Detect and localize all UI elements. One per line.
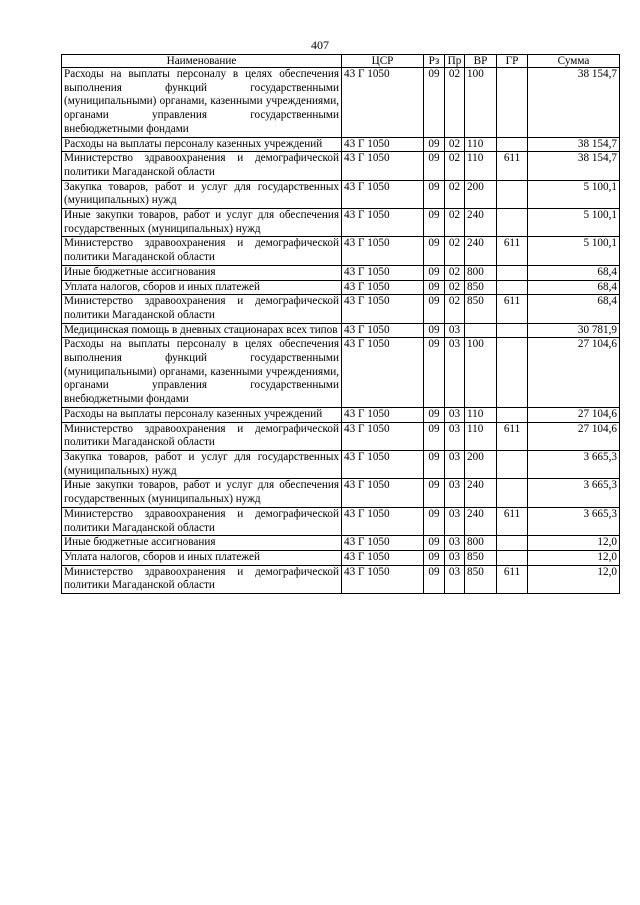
row-sum-cell: 5 100,1 [528,180,620,208]
row-sum-cell: 27 104,6 [528,338,620,408]
row-csr-cell: 43 Г 1050 [342,565,424,593]
row-rz-cell: 09 [424,407,445,422]
row-pr-cell: 02 [445,237,465,265]
row-pr-cell: 03 [445,450,465,478]
row-csr-cell: 43 Г 1050 [342,407,424,422]
row-csr-cell: 43 Г 1050 [342,338,424,408]
row-gr-cell [497,536,528,551]
row-sum-cell: 3 665,3 [528,507,620,535]
table-row [62,180,620,208]
row-rz-cell: 09 [424,180,445,208]
row-name-cell: Медицинская помощь в дневных стационарах всех типов [62,323,342,338]
header-name: Наименование [62,55,342,68]
row-csr-cell: 43 Г 1050 [342,323,424,338]
row-gr-cell: 611 [497,422,528,450]
row-pr-cell: 03 [445,338,465,408]
row-gr-cell [497,407,528,422]
row-vr-cell: 240 [465,507,497,535]
row-rz-cell: 09 [424,507,445,535]
row-name-cell: Иные закупки товаров, работ и услуг для обеспечения государственных (муниципальных) нужд [62,209,342,237]
row-csr-cell: 43 Г 1050 [342,507,424,535]
row-sum-cell: 5 100,1 [528,209,620,237]
row-gr-cell: 611 [497,295,528,323]
row-rz-cell: 09 [424,338,445,408]
table-row [62,68,620,138]
row-sum-cell: 30 781,9 [528,323,620,338]
row-name-cell: Расходы на выплаты персоналу в целях обеспечения выполнения функций государственными (муниципальными) органами, казенными учреждениями, органами управления государственными внебюджетными фондами [62,338,342,408]
row-rz-cell: 09 [424,137,445,152]
row-name-cell: Министерство здравоохранения и демографической политики Магаданской области [62,422,342,450]
row-pr-cell: 03 [445,565,465,593]
row-gr-cell [497,479,528,507]
row-rz-cell: 09 [424,237,445,265]
row-pr-cell: 02 [445,68,465,138]
row-pr-cell: 02 [445,265,465,280]
row-gr-cell [497,338,528,408]
table-row [62,338,620,408]
row-csr-cell: 43 Г 1050 [342,265,424,280]
row-gr-cell [497,180,528,208]
row-rz-cell: 09 [424,68,445,138]
row-sum-cell: 3 665,3 [528,479,620,507]
row-vr-cell: 800 [465,265,497,280]
row-vr-cell: 850 [465,295,497,323]
budget-table [61,54,620,594]
row-rz-cell: 09 [424,152,445,180]
table-row [62,280,620,295]
row-gr-cell [497,68,528,138]
table-row [62,137,620,152]
table-row [62,565,620,593]
row-csr-cell: 43 Г 1050 [342,68,424,138]
row-name-cell: Министерство здравоохранения и демографической политики Магаданской области [62,295,342,323]
row-csr-cell: 43 Г 1050 [342,550,424,565]
row-rz-cell: 09 [424,209,445,237]
row-csr-cell: 43 Г 1050 [342,237,424,265]
row-name-cell: Закупка товаров, работ и услуг для государственных (муниципальных) нужд [62,450,342,478]
row-pr-cell: 03 [445,550,465,565]
row-csr-cell: 43 Г 1050 [342,295,424,323]
row-csr-cell: 43 Г 1050 [342,280,424,295]
header-gr: ГР [497,55,528,68]
row-name-cell: Министерство здравоохранения и демографической политики Магаданской области [62,507,342,535]
row-csr-cell: 43 Г 1050 [342,479,424,507]
row-csr-cell: 43 Г 1050 [342,152,424,180]
header-pr: Пр [445,55,465,68]
row-csr-cell: 43 Г 1050 [342,180,424,208]
row-vr-cell: 850 [465,550,497,565]
table-row [62,479,620,507]
table-row [62,550,620,565]
row-sum-cell: 27 104,6 [528,422,620,450]
row-vr-cell: 200 [465,450,497,478]
row-csr-cell: 43 Г 1050 [342,137,424,152]
row-pr-cell: 02 [445,152,465,180]
row-gr-cell [497,280,528,295]
row-name-cell: Иные бюджетные ассигнования [62,536,342,551]
row-vr-cell: 110 [465,407,497,422]
row-name-cell: Расходы на выплаты персоналу в целях обеспечения выполнения функций государственными (муниципальными) органами, казенными учреждениями, органами управления государственными внебюджетными фондами [62,68,342,138]
table-row [62,407,620,422]
row-vr-cell: 850 [465,280,497,295]
row-pr-cell: 03 [445,507,465,535]
row-pr-cell: 03 [445,479,465,507]
row-sum-cell: 68,4 [528,295,620,323]
row-vr-cell: 240 [465,479,497,507]
row-gr-cell [497,209,528,237]
row-name-cell: Расходы на выплаты персоналу казенных учреждений [62,137,342,152]
row-name-cell: Министерство здравоохранения и демографической политики Магаданской области [62,237,342,265]
row-name-cell: Расходы на выплаты персоналу казенных учреждений [62,407,342,422]
row-name-cell: Иные закупки товаров, работ и услуг для обеспечения государственных (муниципальных) нужд [62,479,342,507]
row-vr-cell: 100 [465,338,497,408]
table-row [62,295,620,323]
table-row [62,507,620,535]
row-rz-cell: 09 [424,280,445,295]
header-sum: Сумма [528,55,620,68]
row-csr-cell: 43 Г 1050 [342,536,424,551]
row-csr-cell: 43 Г 1050 [342,450,424,478]
row-gr-cell: 611 [497,152,528,180]
row-vr-cell: 200 [465,180,497,208]
row-sum-cell: 68,4 [528,265,620,280]
row-name-cell: Закупка товаров, работ и услуг для государственных (муниципальных) нужд [62,180,342,208]
row-sum-cell: 38 154,7 [528,137,620,152]
row-pr-cell: 02 [445,280,465,295]
row-rz-cell: 09 [424,295,445,323]
row-rz-cell: 09 [424,422,445,450]
row-gr-cell [497,550,528,565]
table-row [62,450,620,478]
table-row [62,323,620,338]
row-vr-cell: 110 [465,422,497,450]
table-row [62,265,620,280]
row-name-cell: Уплата налогов, сборов и иных платежей [62,550,342,565]
row-pr-cell: 02 [445,180,465,208]
page-number: 407 [311,38,329,52]
row-gr-cell: 611 [497,565,528,593]
row-pr-cell: 02 [445,137,465,152]
row-pr-cell: 02 [445,209,465,237]
row-rz-cell: 09 [424,265,445,280]
row-sum-cell: 5 100,1 [528,237,620,265]
table-row [62,209,620,237]
row-pr-cell: 03 [445,422,465,450]
row-vr-cell: 850 [465,565,497,593]
row-rz-cell: 09 [424,323,445,338]
row-rz-cell: 09 [424,536,445,551]
row-sum-cell: 38 154,7 [528,152,620,180]
row-name-cell: Уплата налогов, сборов и иных платежей [62,280,342,295]
header-csr: ЦСР [342,55,424,68]
row-pr-cell: 03 [445,536,465,551]
row-name-cell: Министерство здравоохранения и демографической политики Магаданской области [62,565,342,593]
table-row [62,152,620,180]
row-vr-cell: 110 [465,137,497,152]
row-sum-cell: 12,0 [528,550,620,565]
row-sum-cell: 3 665,3 [528,450,620,478]
row-rz-cell: 09 [424,565,445,593]
row-csr-cell: 43 Г 1050 [342,422,424,450]
row-vr-cell: 110 [465,152,497,180]
row-vr-cell [465,323,497,338]
row-pr-cell: 03 [445,407,465,422]
table-row [62,237,620,265]
row-name-cell: Иные бюджетные ассигнования [62,265,342,280]
table-row [62,422,620,450]
row-sum-cell: 12,0 [528,565,620,593]
row-vr-cell: 240 [465,237,497,265]
row-gr-cell: 611 [497,507,528,535]
row-sum-cell: 27 104,6 [528,407,620,422]
table-header-row [62,55,620,68]
row-pr-cell: 02 [445,295,465,323]
row-sum-cell: 38 154,7 [528,68,620,138]
row-rz-cell: 09 [424,550,445,565]
row-gr-cell [497,450,528,478]
row-gr-cell: 611 [497,237,528,265]
row-vr-cell: 100 [465,68,497,138]
row-pr-cell: 03 [445,323,465,338]
row-gr-cell [497,265,528,280]
header-vr: ВР [465,55,497,68]
row-sum-cell: 68,4 [528,280,620,295]
row-rz-cell: 09 [424,450,445,478]
table-row [62,536,620,551]
row-sum-cell: 12,0 [528,536,620,551]
row-name-cell: Министерство здравоохранения и демографической политики Магаданской области [62,152,342,180]
row-gr-cell [497,137,528,152]
header-rz: Рз [424,55,445,68]
row-vr-cell: 800 [465,536,497,551]
row-gr-cell [497,323,528,338]
row-rz-cell: 09 [424,479,445,507]
row-vr-cell: 240 [465,209,497,237]
row-csr-cell: 43 Г 1050 [342,209,424,237]
